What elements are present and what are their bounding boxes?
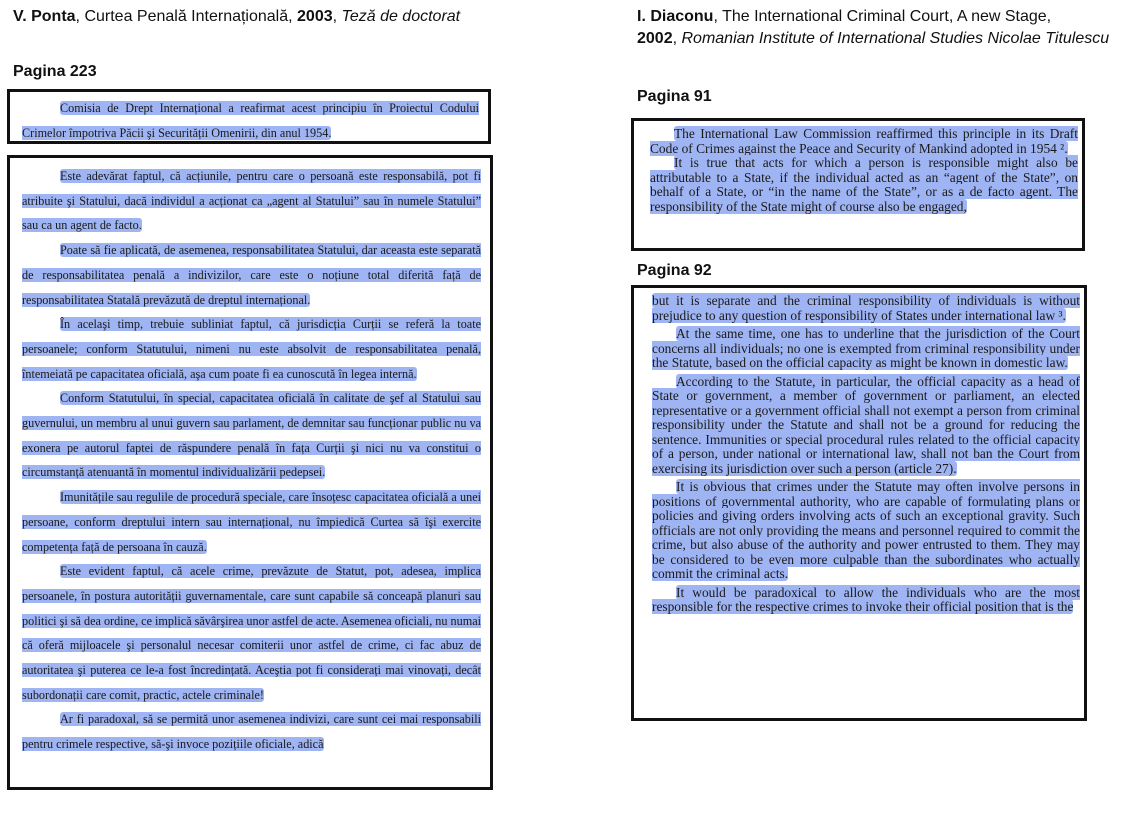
right-92-paragraph: At the same time, one has to underline that the jurisdiction of the Court concerns all individuals; no one is exempted from criminal responsibility under the Statute, based on the official capacity as might be known in domestic law.: [652, 326, 1080, 370]
right-92-paragraph: According to the Statute, in particular, the official capacity as a head of State or government, a member of government or parliament, an elected representative or a government official shall not exempt a person from criminal responsibility under the Statute and shall not be a ground for reducing the sentence. Immunities or special procedural rules related to the official capacity of a person, under national or international law, shall not ban the Court from exercising its jurisdiction over such a person (article 27).: [652, 373, 1080, 476]
right-91-paragraph: It is true that acts for which a person is responsible might also be attributable to a State, if the individual acted as an “agent of the State”, on behalf of a State, or “in the name of the State”, or as a de facto agent. The responsibility of the State might of course also be engaged,: [650, 155, 1078, 214]
left-source-citation: V. Ponta, Curtea Penală Internațională, 2003, Teză de doctorat: [13, 8, 461, 25]
right-92-paragraph: It is obvious that crimes under the Statute may often involve persons in positions of governmental authority, who are capable of formulating plans or policies and giving orders involving acts of such an exceptional gravity. Such officials are not only providing the means and personnel required to commit the crime, but also abuse of the authority and power entrusted to them. They may be considered to be even more culpable than the subordinates who actually commit the criminal acts.: [652, 479, 1080, 581]
right-author: I. Diaconu: [637, 8, 714, 25]
right-source-citation: I. Diaconu, The International Criminal Court, A new Stage, 2002, Romanian Institute of International Studies Nicolae Titulescu: [637, 8, 1110, 47]
left-paragraph: Ar fi paradoxal, să se permită unor asemenea indivizi, care sunt cei mai responsabili pentru crimele respective, să-şi invoce pozițiile oficiale, adică: [22, 712, 481, 752]
left-excerpt-box-1: [7, 89, 491, 144]
left-title: Curtea Penală Internațională: [84, 8, 289, 25]
right-publisher: Romanian Institute of International Studies Nicolae Titulescu: [681, 30, 1110, 47]
left-type: Teză de doctorat: [341, 8, 461, 25]
right-title: The International Criminal Court, A new Stage,: [722, 8, 1052, 25]
right-page-92-scan: [631, 285, 1087, 721]
right-page-91-scan: [631, 118, 1085, 251]
left-paragraph: În acelaşi timp, trebuie subliniat faptul, că jurisdicția Curții se referă la toate persoanele; conform Statutului, nimeni nu este absolvit de responsabilitatea penală, întemeiată pe capacitatea oficială, aşa cum poate fi ea cunoscută în legea internă.: [22, 317, 481, 381]
left-paragraph: Poate să fie aplicată, de asemenea, responsabilitatea Statului, dar aceasta este separată de responsabilitatea penală a indivizilor, care este o noțiune total diferită față de responsabilitatea Statală prevăzută de dreptul internațional.: [22, 243, 481, 307]
left-page-label: Pagina 223: [13, 63, 97, 80]
left-paragraph: Este adevărat faptul, că acțiunile, pentru care o persoană este responsabilă, pot fi atribuite şi Statului, dacă individul a acționat ca „agent al Statului” sau în numele Statului” sau ca un agent de facto.: [22, 169, 481, 233]
right-92-paragraph: It would be paradoxical to allow the individuals who are the most responsible for the respective crimes to invoke their official position that is the: [652, 584, 1080, 614]
right-page-91-label: Pagina 91: [637, 88, 712, 105]
left-excerpt-1-text: Comisia de Drept Internațional a reafirmat acest principiu în Proiectul Codului Crimelor împotriva Păcii şi Securității Omenirii, din anul 1954.: [22, 101, 479, 140]
left-paragraph: Imunitățile sau regulile de procedură speciale, care însoțesc capacitatea oficială a unei persoane, conform dreptului intern sau internațional, nu împiedică Curtea să îşi exercite competența față de persoana în cauză.: [22, 490, 481, 554]
left-paragraph: Este evident faptul, că acele crime, prevăzute de Statut, pot, adesea, implica persoanele, în postura autorității guvernamentale, care sunt capabile să conceapă planuri sau politici şi să dea ordine, ce implică săvârşirea unor astfel de acte. Asemenea oficiali, nu numai că oferă mijloacele şi personalul necesar comiterii unor astfel de crime, ci fac abuz de autoritatea şi puterea ce le-a fost încredințată. Aceştia pot fi considerați mai vinovați, decât subordonații care comit, practic, actele criminale!: [22, 564, 481, 702]
right-91-paragraph: The International Law Commission reaffirmed this principle in its Draft Code of Crimes against the Peace and Security of Mankind adopted in 1954 ².: [650, 126, 1078, 156]
right-92-paragraph: but it is separate and the criminal responsibility of individuals is without prejudice to any question of responsibility of States under international law ³.: [652, 293, 1080, 323]
left-excerpt-box-2: [7, 155, 493, 790]
left-paragraph: Conform Statutului, în special, capacitatea oficială în calitate de şef al Statului sau guvernului, un membru al unui guvern sau parlament, de demnitar sau funcționar public nu va exonera pe autorul faptei de răspundere penală în fața Curții şi nici nu va constitui o circumstanță atenuantă în momentul individualizării pedepsei.: [22, 391, 481, 480]
left-author: V. Ponta: [13, 8, 76, 25]
left-year: 2003: [297, 8, 333, 25]
right-year: 2002: [637, 30, 673, 47]
right-page-92-label: Pagina 92: [637, 262, 712, 279]
